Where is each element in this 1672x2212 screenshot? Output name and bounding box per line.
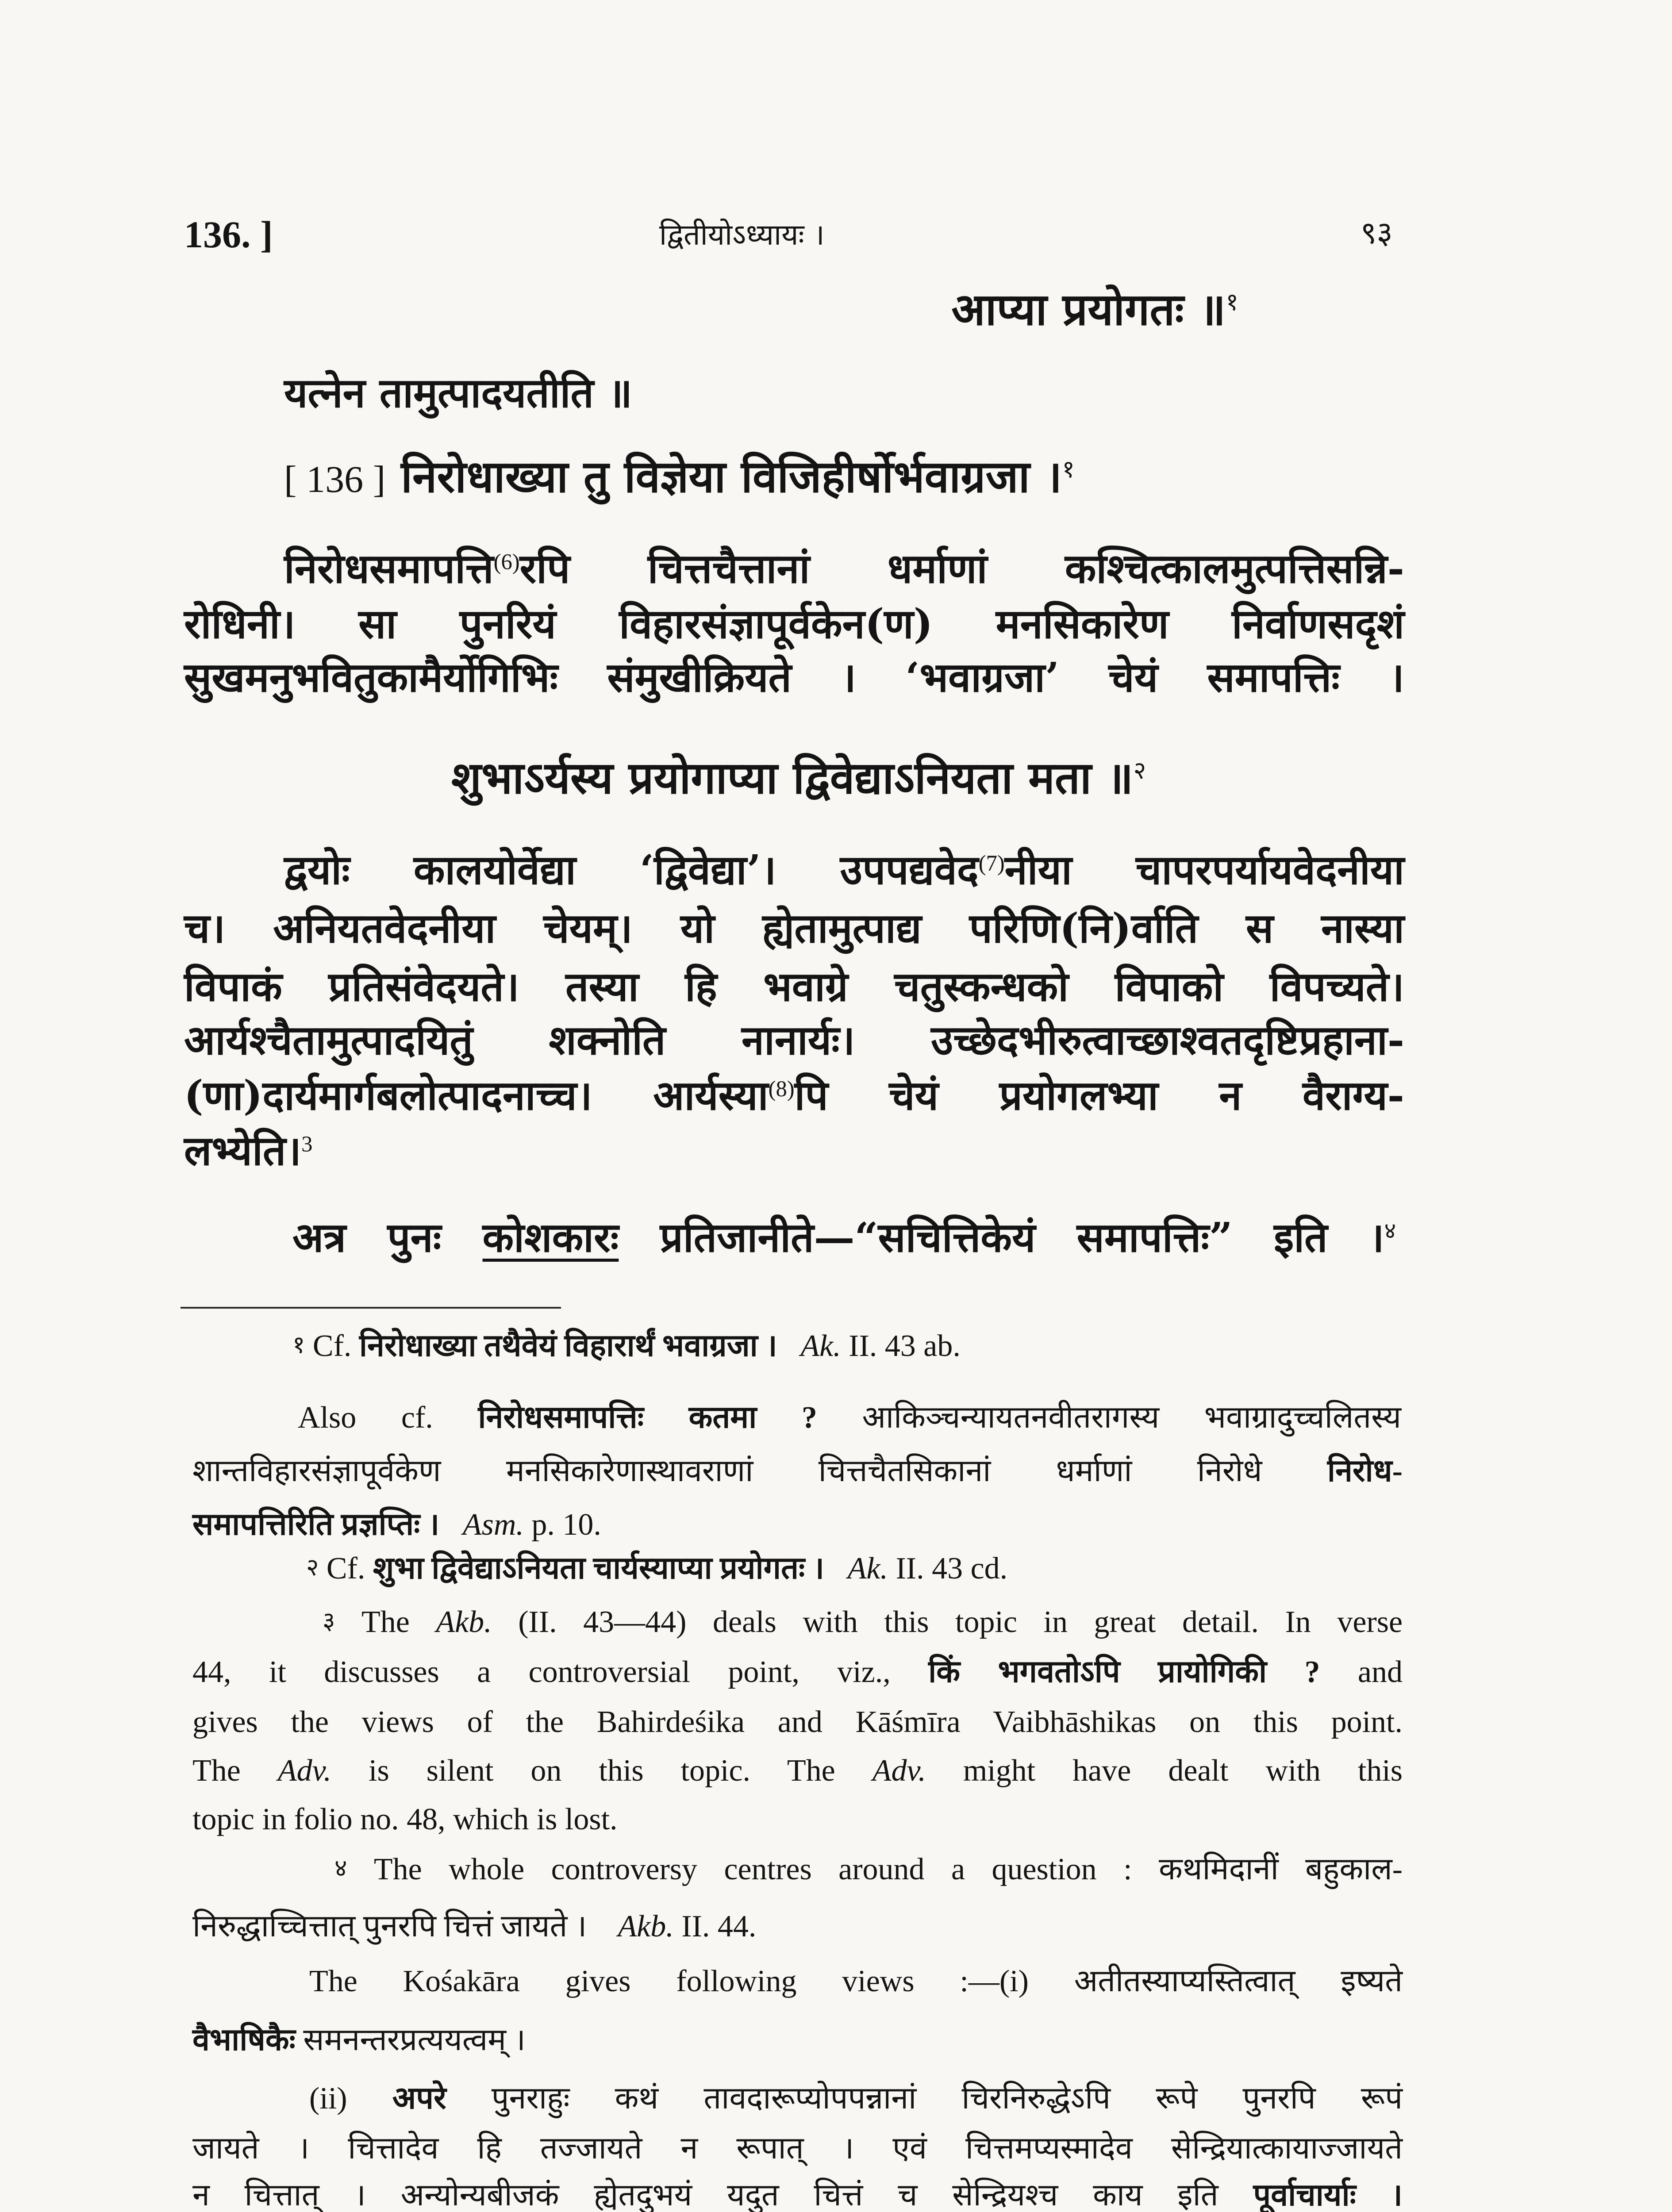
footnote-4-line-4 [192,2016,526,2065]
footnote-4-line-6: जायते । चित्तादेव हि तज्जायते न रूपात् । एवं चित्तमप्यस्मादेव सेन्द्रियात्कायाज्जायते [192,2131,1403,2166]
footnote-mark: ३ [323,1607,335,1635]
source-abbrev: Akb. [618,1909,674,1943]
footnote-1-line-2 [298,1394,1401,1442]
ms-note-ref: (8) [768,1076,795,1101]
footnote-4-line-5 [309,2074,1403,2123]
karika-135-end [951,278,1238,348]
source-abbrev: Asm. [462,1508,524,1542]
gloss-line: यत्नेन तामुत्पादयतीति ॥ [284,369,633,417]
karika-text: आप्या प्रयोगतः ॥ [951,283,1226,335]
commentary-3-line [292,1206,1396,1275]
footnote-quote: निरोधाख्या तथैवेयं विहारार्थं भवाग्रजा । [359,1329,777,1363]
footnote-quote: शुभा द्विवेद्याऽनियता चार्यस्याप्या प्रयोगतः । [373,1551,825,1586]
commentary-1-line-2: रोधिनी। सा पुनरियं विहारसंज्ञापूर्वकेन(ण) मनसिकारेण निर्वाणसदृशं [184,600,1404,648]
commentary-2-line-5 [184,1064,1404,1133]
footnote-text: p. 10. [531,1508,601,1542]
running-head-page-ref: 136. ] [184,213,273,256]
footnote-text: II. 43 ab. [849,1329,961,1363]
footnote-mark: १ [292,1331,305,1359]
footnote-quote: किं भगवतोऽपि प्रायोगिकी ? [928,1655,1320,1689]
commentary-2-line-2: च। अनियतवेदनीया चेयम्। यो ह्येतामुत्पाद्य परिणि(नि)र्वाति स नास्या [184,904,1404,952]
footnote-ref: १ [1226,288,1238,315]
footnote-text: शान्तविहारसंज्ञापूर्वकेण मनसिकारेणास्थावराणां चित्तचैतसिकानां धर्माणां निरोधे [192,1454,1262,1488]
footnote-ref: २ [1133,757,1146,784]
footnote-quote: निरोध- [1327,1454,1403,1488]
commentary-2-line-3: विपाकं प्रतिसंवेदयते। तस्या हि भवाग्रे चतुस्कन्धको विपाको विपच्यते। [184,963,1405,1010]
footnote-2-line-1 [306,1544,1007,1595]
footnote-text: Cf. [312,1329,352,1363]
footnote-ref: ४ [1384,1218,1396,1243]
running-head-chapter-title: द्वितीयोऽध्यायः । [659,218,825,252]
footnote-text: The [192,1754,241,1788]
footnote-text: न चित्तात् । अन्योन्यबीजकं ह्येतदुभयं यदुत चित्तं च सेन्द्रियश्च काय इति [192,2178,1218,2212]
commentary-text: द्वयोः कालयोर्वेद्या ‘द्विवेद्या’। उपपद्यवेद [284,846,979,894]
footnote-text: The [361,1605,410,1639]
commentary-text: लभ्येति। [184,1127,302,1175]
footnote-3-line-1 [323,1598,1403,1648]
underlined-term: कोशकारः [482,1214,619,1261]
commentary-text: प्रतिजानीते—“सचित्तिकेयं समापत्तिः” इति । [660,1214,1384,1261]
footnote-1-line-1 [292,1322,961,1372]
footnote-text: समनन्तरप्रत्ययत्वम् । [303,2023,526,2057]
footnote-text: (ii) [309,2081,347,2116]
footnote-3-line-5: topic in folio no. 48, which is lost. [192,1802,618,1836]
footnote-4-line-3: The Kośakāra gives following views :—(i) अतीतस्याप्यस्तित्वात् इष्यते [309,1964,1403,1998]
footnote-text: Cf. [326,1551,365,1586]
footnote-3-line-4 [192,1747,1403,1795]
footnote-mark: २ [306,1554,319,1581]
karika-136-line-1 [284,445,1075,515]
footnote-text: and [1357,1655,1403,1689]
footnote-text: II. 44. [681,1909,757,1943]
footnote-ref: 3 [301,1131,313,1156]
commentary-text: निरोधसमापत्ति [284,545,494,592]
ms-note-ref: (7) [978,850,1005,876]
commentary-text: नीया चापरपर्यायवेदनीया [1004,846,1404,894]
footnote-quote: अपरे [392,2081,446,2116]
footnote-text: पुनराहुः कथं तावदारूप्योपपन्नानां चिरनिरुद्धेऽपि रूपे पुनरपि रूपं [491,2081,1403,2116]
commentary-text: रपि चित्तचैत्तानां धर्माणां कश्चित्कालमुत्पत्तिसन्नि- [519,545,1404,592]
footnote-1-line-3 [192,1447,1403,1496]
footnote-separator [181,1307,561,1309]
footnote-quote: वैभाषिकैः [192,2023,296,2057]
footnote-text: निरुद्धाच्चित्तात् पुनरपि चित्तं जायते । [192,1909,587,1943]
source-abbrev: Adv. [872,1754,926,1788]
commentary-text: अत्र पुनः [292,1214,442,1261]
footnote-text: (II. 43—44) deals with this topic in great detail. In verse [518,1605,1403,1639]
footnote-text: Also cf. [298,1401,433,1435]
commentary-text: पि चेयं प्रयोगलभ्या न वैराग्य- [794,1071,1404,1119]
source-abbrev: Akb. [436,1605,492,1639]
footnote-text: The whole controversy centres around a question : कथमिदानीं बहुकाल- [373,1852,1403,1886]
footnote-4-line-2 [192,1902,756,1951]
karika-text: निरोधाख्या तु विज्ञेया विजिहीर्षोर्भवाग्रजा । [401,450,1062,503]
footnote-text: is silent on this topic. The [369,1754,835,1788]
source-abbrev: Ak. [800,1329,841,1363]
source-abbrev: Adv. [277,1754,331,1788]
footnote-text: 44, it discusses a controversial point, viz., [192,1655,891,1689]
running-head-page-number: ९३ [1361,215,1393,251]
footnote-3-line-3: gives the views of the Bahirdeśika and Kāśmīra Vaibhāshikas on this point. [192,1705,1403,1739]
commentary-1-line-3: सुखमनुभवितुकामैर्योगिभिः संमुखीक्रियते । ‘भवाग्रजा’ चेयं समापत्तिः । [184,653,1404,701]
footnote-4-line-1 [334,1845,1403,1896]
footnote-quote: समापत्तिरिति प्रज्ञप्तिः । [192,1508,440,1542]
footnote-1-line-4 [192,1501,601,1549]
footnote-ref: १ [1062,456,1075,483]
footnote-text: might have dealt with this [963,1754,1403,1788]
footnote-mark: ४ [334,1855,347,1882]
commentary-2-line-6 [184,1120,312,1188]
karika-text: शुभाऽर्यस्य प्रयोगाप्या द्विवेद्याऽनियता मता ॥ [451,752,1134,804]
source-abbrev: Ak. [847,1551,888,1586]
karika-136-line-2 [451,747,1146,816]
footnote-quote: पूर्वाचार्याः । [1253,2178,1403,2212]
footnote-text: II. 43 cd. [896,1551,1008,1586]
footnote-3-line-2 [192,1648,1403,1697]
commentary-2-line-4: आर्यश्चैतामुत्पादयितुं शक्नोति नानार्यः। उच्छेदभीरुत्वाच्छाश्वतदृष्टिप्रहाना- [184,1016,1404,1064]
commentary-text: (णा)दार्यमार्गबलोत्पादनाच्च। आर्यस्या [184,1071,769,1119]
footnote-text: आकिञ्चन्यायतनवीतरागस्य भवाग्रादुच्चलितस्य [862,1401,1402,1435]
footnote-quote: निरोधसमापत्तिः कतमा ? [478,1401,817,1435]
karika-number: [ 136 ] [284,458,386,500]
footnote-4-line-7 [192,2171,1403,2212]
ms-note-ref: (6) [493,549,520,574]
